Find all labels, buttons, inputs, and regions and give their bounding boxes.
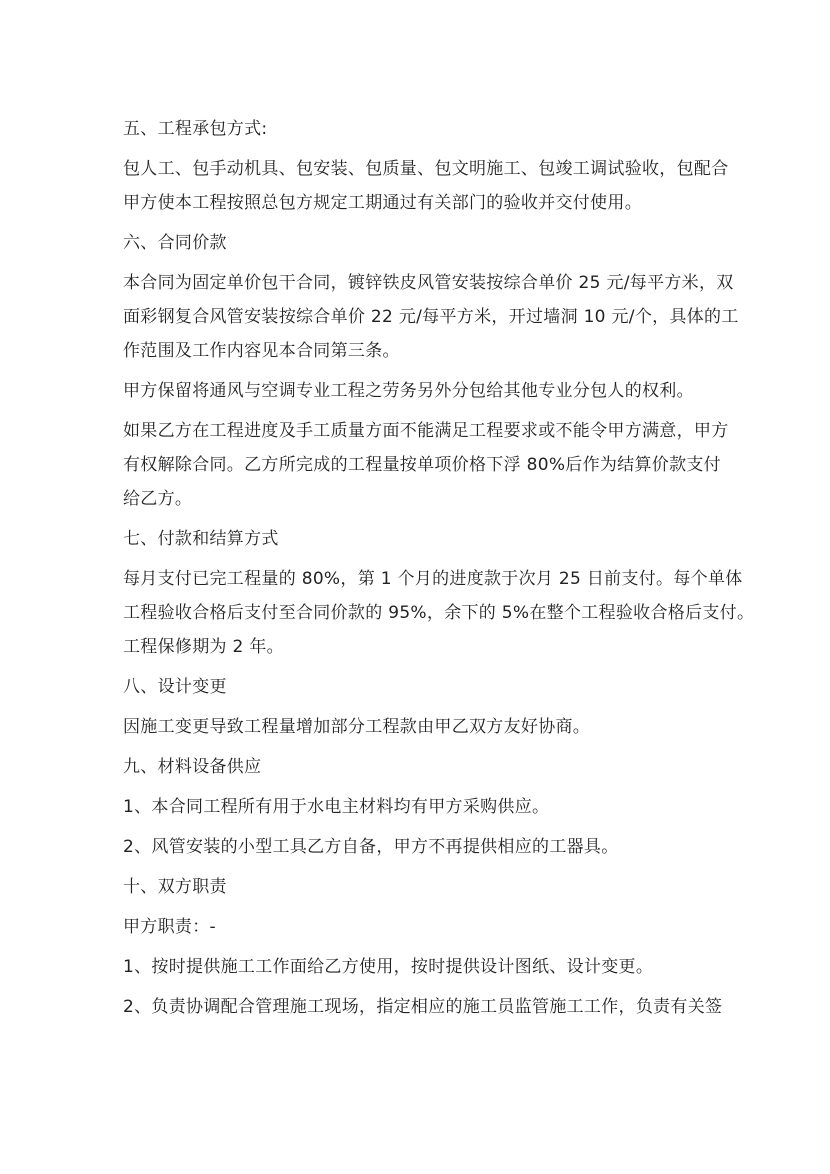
text-line: 甲方保留将通风与空调专业工程之劳务另外分包给其他专业分包人的权利。 [123,381,694,401]
text-line: 十、双方职责 [123,877,227,897]
paragraph [123,414,729,516]
text-line: 作范围及工作内容见本合同第三条。 [123,341,400,361]
paragraph [123,830,723,864]
text-line: 六、合同价款 [123,233,227,253]
text-line: 九、材料设备供应 [123,757,262,777]
text-line: 工程保修期为 2 年。 [123,637,284,657]
paragraph [123,670,723,704]
text-line: 本合同为固定单价包干合同，镀锌铁皮风管安装按综合单价 25 元/每平方米，双 [123,273,734,293]
paragraph [123,562,755,664]
paragraph [123,910,723,944]
text-line: 给乙方。 [123,489,193,509]
paragraph [123,112,723,146]
text-line: 2、风管安装的小型工具乙方自备，甲方不再提供相应的工器具。 [123,837,619,857]
paragraph [123,152,729,220]
text-line: 2、负责协调配合管理施工现场，指定相应的施工员监管施工工作，负责有关签 [123,997,723,1017]
text-line: 有权解除合同。乙方所完成的工程量按单项价格下浮 80%后作为结算价款支付 [123,455,721,475]
text-line: 甲方职责：- [123,917,216,937]
paragraph [123,870,723,904]
text-line: 五、工程承包方式: [123,119,268,139]
text-line: 甲方使本工程按照总包方规定工期通过有关部门的验收并交付使用。 [123,193,642,213]
paragraph [123,226,723,260]
text-line: 面彩钢复合风管安装按综合单价 22 元/每平方米，开过墙洞 10 元/个，具体的工 [123,307,739,327]
text-line: 工程验收合格后支付至合同价款的 95%，余下的 5%在整个工程验收合格后支付。 [123,603,755,623]
paragraph [123,710,723,744]
paragraph [123,266,739,368]
text-line: 如果乙方在工程进度及手工质量方面不能满足工程要求或不能令甲方满意，甲方 [123,421,729,441]
text-line: 包人工、包手动机具、包安装、包质量、包文明施工、包竣工调试验收，包配合 [123,159,729,179]
text-line: 每月支付已完工程量的 80%，第 1 个月的进度款于次月 25 日前支付。每个单体 [123,569,743,589]
text-line: 因施工变更导致工程量增加部分工程款由甲乙双方友好协商。 [123,717,591,737]
paragraph [123,950,723,984]
paragraph [123,522,723,556]
text-line: 七、付款和结算方式 [123,529,279,549]
text-line: 1、按时提供施工工作面给乙方使用，按时提供设计图纸、设计变更。 [123,957,654,977]
text-line: 1、本合同工程所有用于水电主材料均有甲方采购供应。 [123,797,550,817]
document-body [123,112,755,1030]
paragraph-gap [123,1024,723,1030]
paragraph [123,990,723,1024]
paragraph [123,790,723,824]
paragraph [123,750,723,784]
paragraph [123,374,723,408]
text-line: 八、设计变更 [123,677,227,697]
